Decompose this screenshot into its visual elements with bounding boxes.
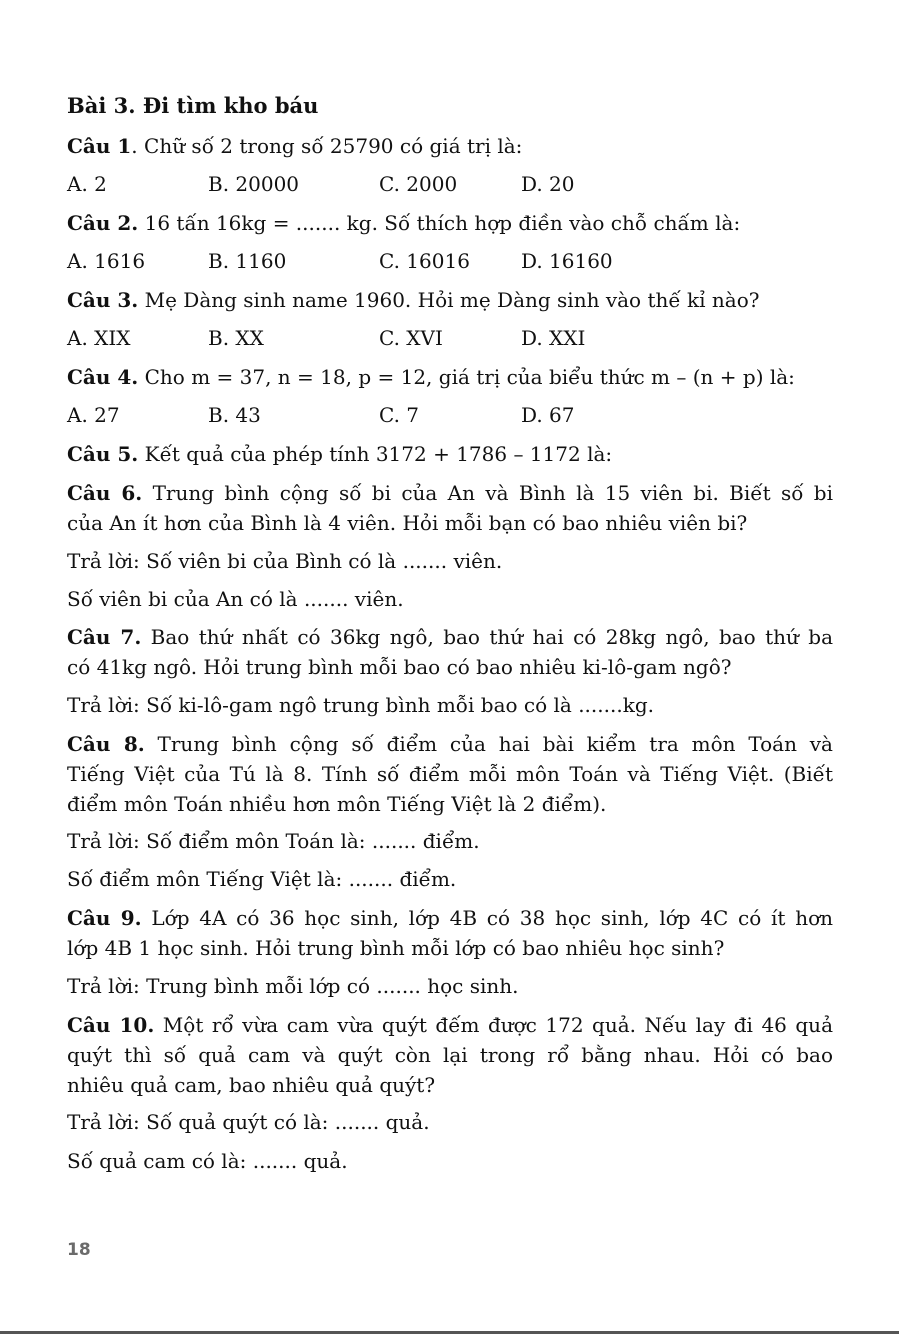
question-label: Câu 1 xyxy=(67,134,132,158)
question-label: Câu 8. xyxy=(67,732,145,756)
question-text: Mẹ Dàng sinh name 1960. Hỏi mẹ Dàng sinh vào thế kỉ nào? xyxy=(138,288,760,312)
question-6-line-2: của An ít hơn của Bình là 4 viên. Hỏi mỗi bạn có bao nhiêu viên bi? xyxy=(67,511,748,535)
question-10-line-3: nhiêu quả cam, bao nhiêu quả quýt? xyxy=(67,1073,436,1097)
option-c: C. 7 xyxy=(379,403,420,427)
question-8-line-3: điểm môn Toán nhiều hơn môn Tiếng Việt là 2 điểm). xyxy=(67,792,607,816)
option-b: B. 1160 xyxy=(208,249,287,273)
question-text: Cho m = 37, n = 18, p = 12, giá trị của biểu thức m – (n + p) là: xyxy=(138,365,795,389)
option-a: A. 2 xyxy=(67,172,107,196)
option-b: B. 43 xyxy=(208,403,261,427)
option-d: D. XXI xyxy=(521,326,586,350)
question-10 xyxy=(67,1010,833,1040)
option-c: C. 2000 xyxy=(379,172,458,196)
question-9-line-2: lớp 4B 1 học sinh. Hỏi trung bình mỗi lớp có bao nhiêu học sinh? xyxy=(67,936,725,960)
question-8-line-2: Tiếng Việt của Tú là 8. Tính số điểm mỗi môn Toán và Tiếng Việt. (Biết xyxy=(67,762,833,786)
option-b: B. XX xyxy=(208,326,264,350)
option-d: D. 67 xyxy=(521,403,575,427)
answer-line: Số quả cam có là: ....... quả. xyxy=(67,1149,348,1173)
question-text: Bao thứ nhất có 36kg ngô, bao thứ hai có 28kg ngô, bao thứ ba xyxy=(141,625,834,649)
question-label: Câu 4. xyxy=(67,365,139,389)
question-7-line-2: có 41kg ngô. Hỏi trung bình mỗi bao có bao nhiêu ki-lô-gam ngô? xyxy=(67,655,732,679)
question-3 xyxy=(67,285,833,315)
question-text: Một rổ vừa cam vừa quýt đếm được 172 quả. Nếu lay đi 46 quả xyxy=(154,1013,833,1037)
question-label: Câu 3. xyxy=(67,288,139,312)
question-1 xyxy=(67,131,833,161)
answer-line: Số điểm môn Tiếng Việt là: ....... điểm. xyxy=(67,867,457,891)
question-label: Câu 10. xyxy=(67,1013,155,1037)
answer-line: Trả lời: Số ki-lô-gam ngô trung bình mỗi bao có là .......kg. xyxy=(67,693,654,717)
exercise-title: Bài 3. Đi tìm kho báu xyxy=(67,93,319,118)
question-label: Câu 9. xyxy=(67,906,142,930)
option-d: D. 16160 xyxy=(521,249,613,273)
option-c: C. 16016 xyxy=(379,249,470,273)
page-number: 18 xyxy=(67,1240,91,1260)
answer-line: Trả lời: Trung bình mỗi lớp có ....... học sinh. xyxy=(67,974,519,998)
option-b: B. 20000 xyxy=(208,172,300,196)
question-label: Câu 2. xyxy=(67,211,139,235)
question-text: 16 tấn 16kg = ....... kg. Số thích hợp điền vào chỗ chấm là: xyxy=(138,211,741,235)
option-a: A. 27 xyxy=(67,403,120,427)
option-d: D. 20 xyxy=(521,172,575,196)
question-text: Trung bình cộng số điểm của hai bài kiểm tra môn Toán và xyxy=(144,732,833,756)
question-text: Trung bình cộng số bi của An và Bình là 15 viên bi. Biết số bi xyxy=(142,481,833,505)
question-label: Câu 5. xyxy=(67,442,139,466)
answer-line: Số viên bi của An có là ....... viên. xyxy=(67,587,404,611)
question-6 xyxy=(67,478,833,508)
question-label: Câu 7. xyxy=(67,625,142,649)
question-4 xyxy=(67,362,833,392)
question-10-line-2: quýt thì số quả cam và quýt còn lại trong rổ bằng nhau. Hỏi có bao xyxy=(67,1043,833,1067)
question-2 xyxy=(67,208,833,238)
question-9 xyxy=(67,903,833,933)
question-8 xyxy=(67,729,833,759)
question-text: Kết quả của phép tính 3172 + 1786 – 1172 là: xyxy=(138,442,613,466)
question-7 xyxy=(67,622,833,652)
question-5 xyxy=(67,439,833,469)
option-c: C. XVI xyxy=(379,326,443,350)
option-a: A. XIX xyxy=(67,326,131,350)
question-label: Câu 6. xyxy=(67,481,143,505)
question-text: . Chữ số 2 trong số 25790 có giá trị là: xyxy=(131,134,523,158)
answer-line: Trả lời: Số điểm môn Toán là: ....... điểm. xyxy=(67,829,480,853)
answer-line: Trả lời: Số quả quýt có là: ....... quả. xyxy=(67,1110,430,1134)
answer-line: Trả lời: Số viên bi của Bình có là ....... viên. xyxy=(67,549,503,573)
question-text: Lớp 4A có 36 học sinh, lớp 4B có 38 học sinh, lớp 4C có ít hơn xyxy=(141,906,833,930)
option-a: A. 1616 xyxy=(67,249,146,273)
